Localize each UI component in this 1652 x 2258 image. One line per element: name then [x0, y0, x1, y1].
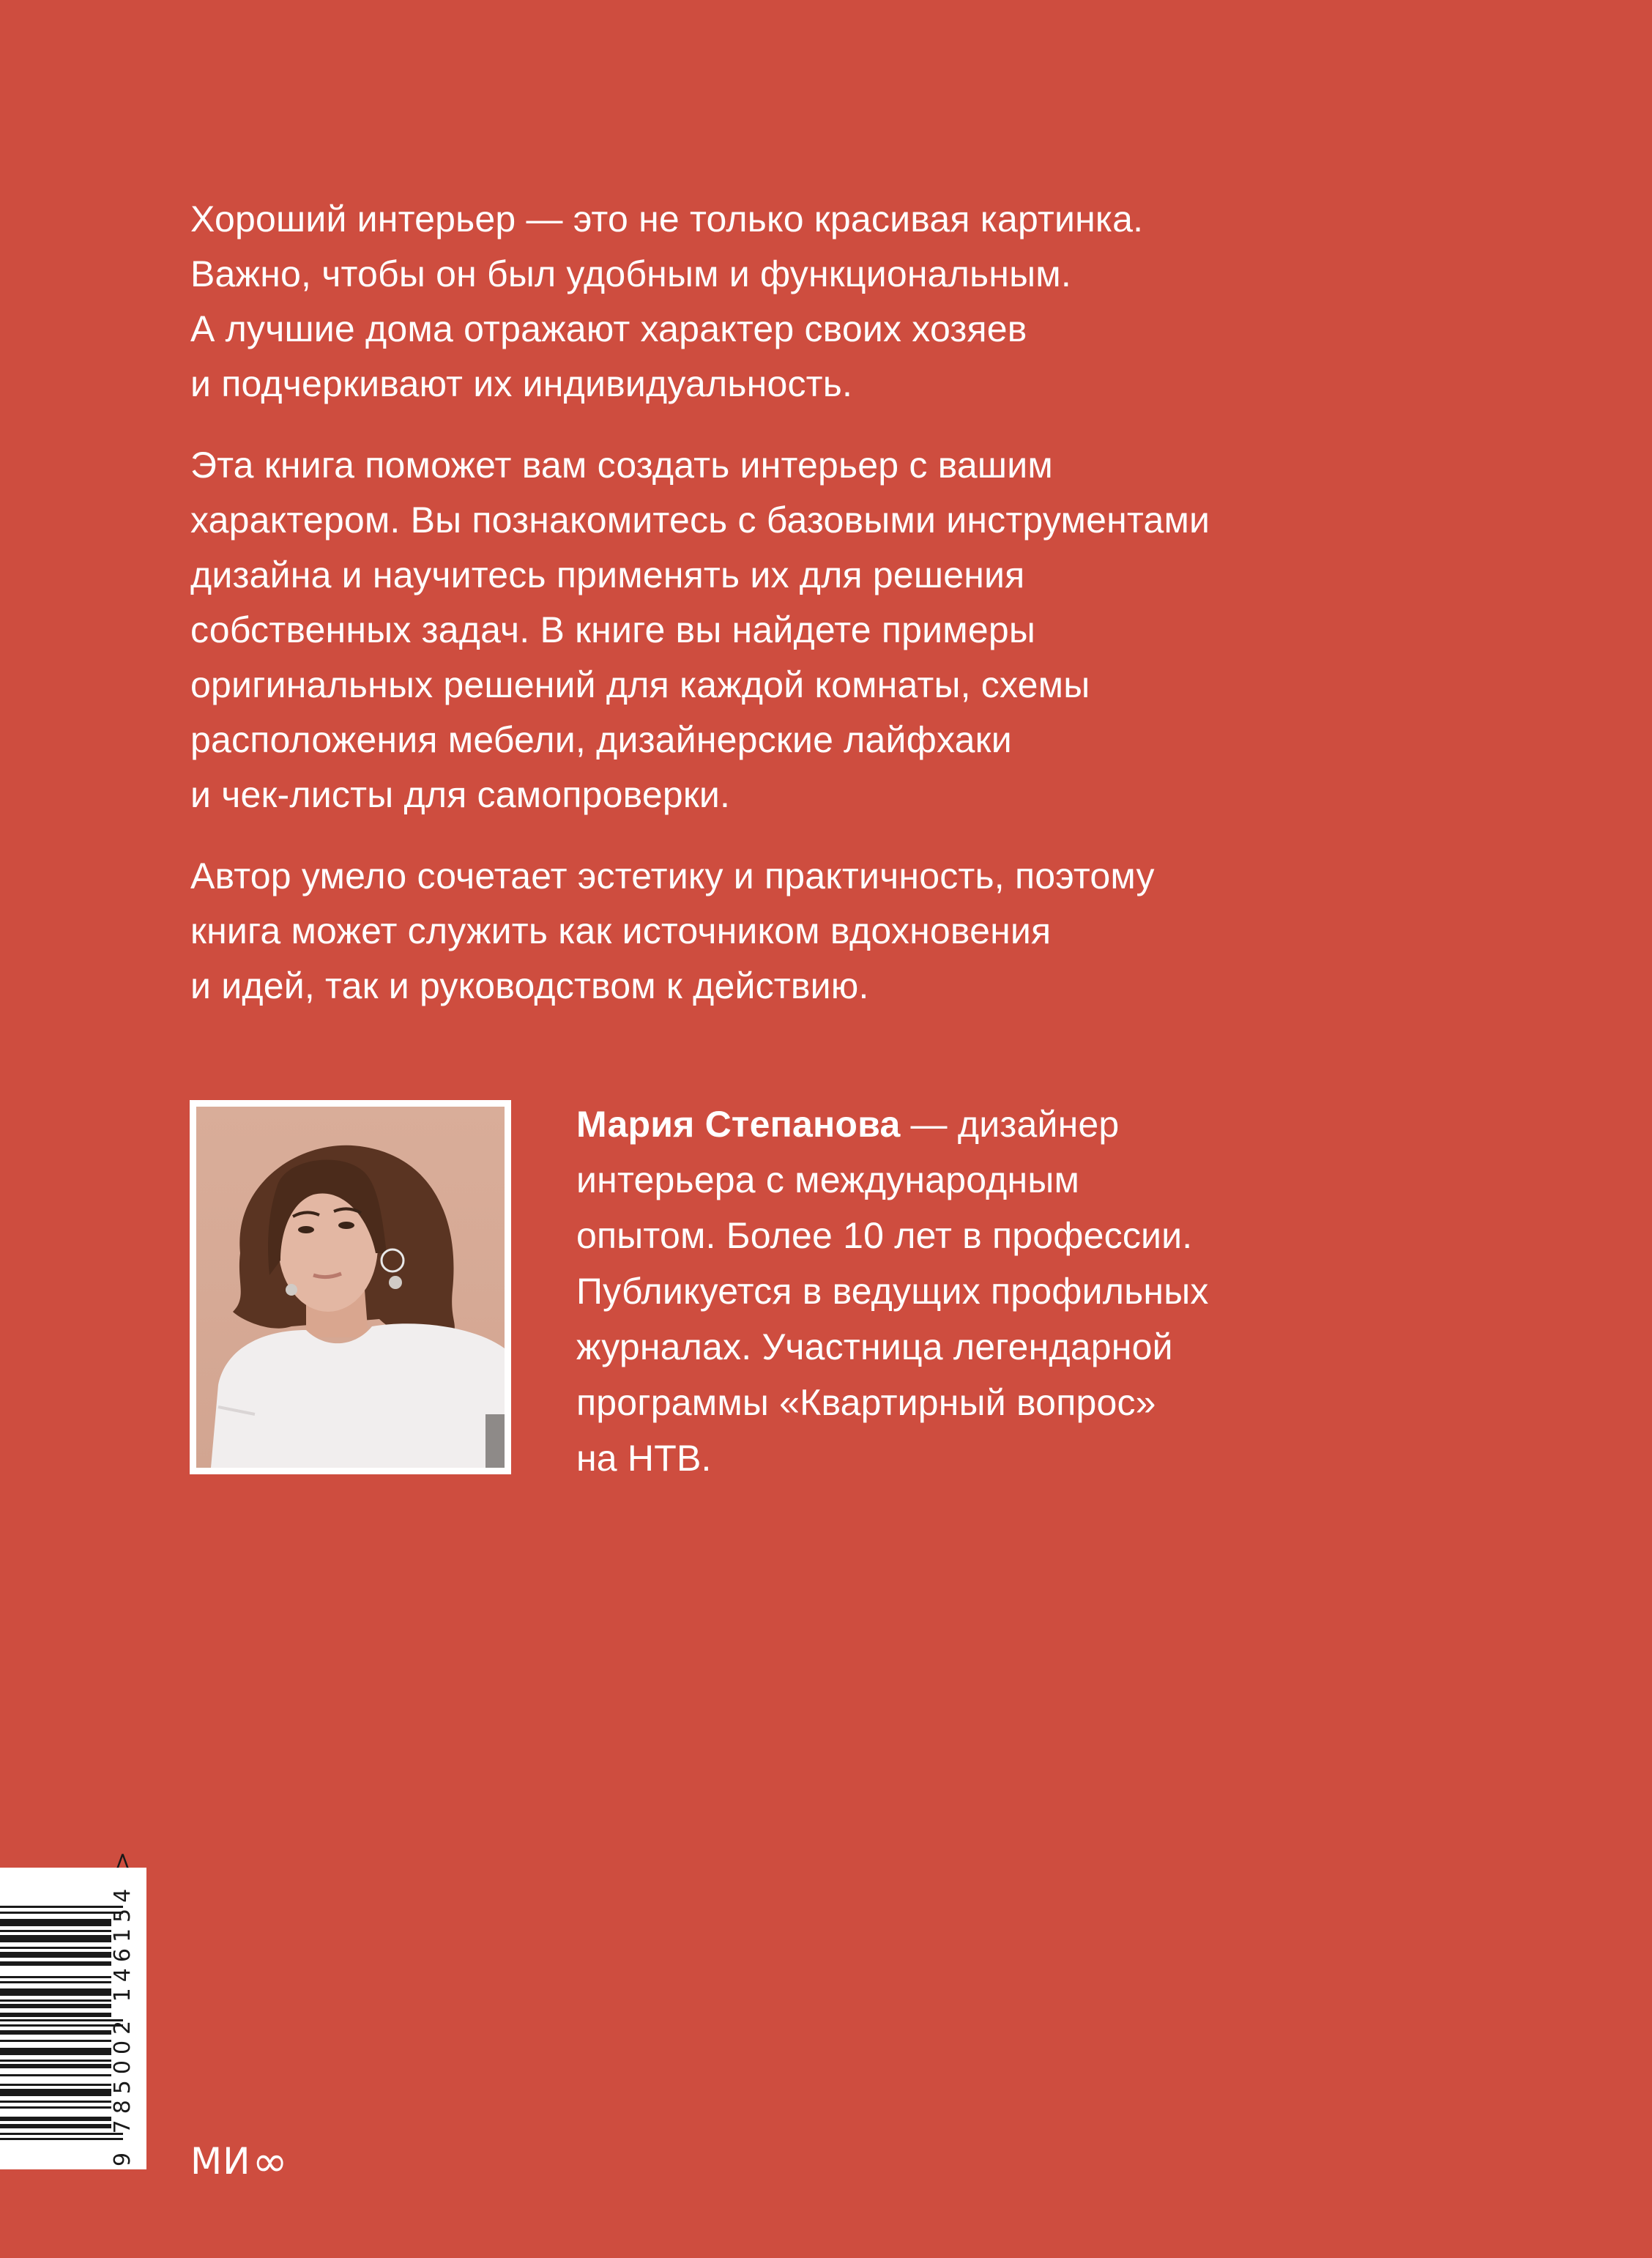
text-line: Эта книга поможет вам создать интерьер с вашим: [190, 445, 1053, 486]
bio-first-line: [576, 1096, 1279, 1152]
text-line: и идей, так и руководством к действию.: [190, 965, 869, 1006]
bio-line: журналах. Участница легендарной: [576, 1326, 1173, 1367]
text-line: и чек-листы для самопроверки.: [190, 774, 731, 815]
barcode-bars-icon: [0, 1868, 124, 2169]
infinity-icon: ∞: [252, 2136, 289, 2186]
text-line: А лучшие дома отражают характер своих хозяев: [190, 308, 1027, 349]
portrait-illustration: [196, 1107, 505, 1468]
bio-line: Публикуется в ведущих профильных: [576, 1271, 1209, 1312]
text-line: Важно, чтобы он был удобным и функциональным.: [190, 253, 1071, 294]
logo-letters: МИ: [190, 2140, 251, 2183]
text-line: дизайна и научитесь применять их для решения: [190, 554, 1025, 595]
text-line: собственных задач. В книге вы найдете примеры: [190, 609, 1035, 650]
bio-line: интерьера с международным: [576, 1159, 1080, 1200]
text-line: расположения мебели, дизайнерские лайфхаки: [190, 719, 1012, 760]
text-line: оригинальных решений для каждой комнаты, схемы: [190, 664, 1090, 705]
text-line: книга может служить как источником вдохновения: [190, 910, 1052, 951]
description-paragraph-2: [190, 438, 1303, 822]
book-description: [190, 192, 1303, 1040]
bio-text: — дизайнер: [900, 1104, 1120, 1145]
description-paragraph-3: [190, 849, 1303, 1014]
author-name: Мария Степанова: [576, 1104, 901, 1145]
text-line: Автор умело сочетает эстетику и практичность, поэтому: [190, 855, 1155, 896]
author-photo: [196, 1107, 505, 1468]
bio-line: на НТВ.: [576, 1438, 712, 1479]
isbn-digits: 9 785002 146154 >: [110, 1846, 135, 2166]
bio-line: опытом. Более 10 лет в профессии.: [576, 1215, 1193, 1256]
publisher-logo: [190, 2136, 289, 2186]
author-photo-frame: [190, 1100, 511, 1474]
text-line: характером. Вы познакомитесь с базовыми инструментами: [190, 499, 1210, 541]
text-line: Хороший интерьер — это не только красивая картинка.: [190, 198, 1144, 239]
author-bio: [576, 1096, 1279, 1486]
bio-line: программы «Квартирный вопрос»: [576, 1382, 1156, 1423]
text-line: и подчеркивают их индивидуальность.: [190, 363, 853, 404]
description-paragraph-1: [190, 192, 1303, 412]
